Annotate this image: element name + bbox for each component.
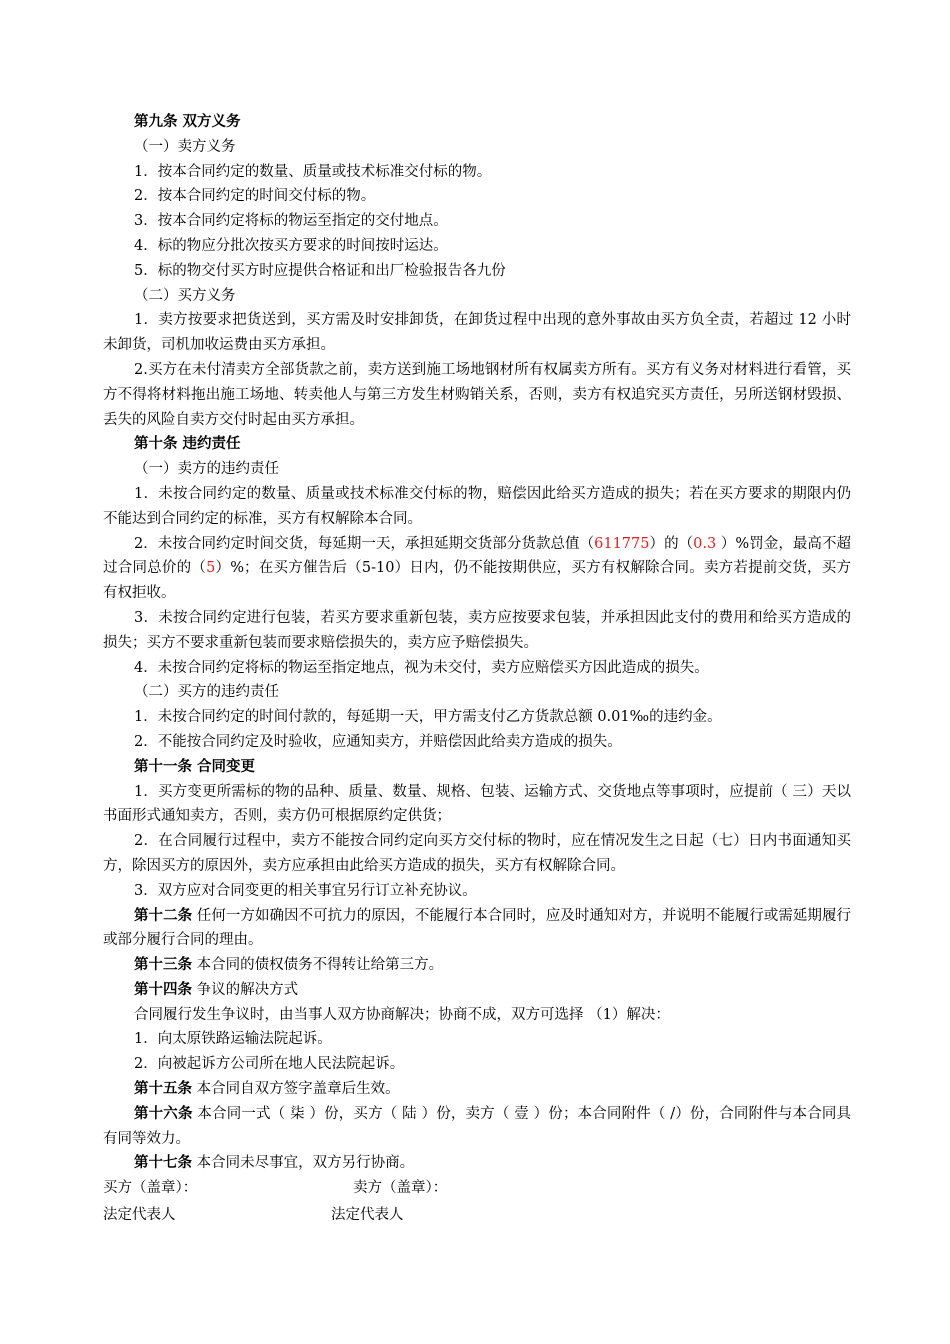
signature-rep-row bbox=[103, 1203, 851, 1228]
seller-obligation-item: 3．按本合同约定将标的物运至指定的交付地点。 bbox=[134, 213, 448, 230]
buyer-obligation-item: 2.买方在未付清卖方全部货款之前，卖方送到施工场地钢材所有权属卖方所有。买方有义务对材料进行看管，买方不得将材料拖出施工场地、转卖他人与第三方发生材购销关系，否则，卖方有权追究买方责任，另所送钢材毁损、丢失的风险自卖方交付时起由买方承担。 bbox=[103, 361, 851, 428]
penalty-cap: 5 bbox=[206, 560, 216, 577]
buyer-obligation-item: 1．卖方按要求把货送到，买方需及时安排卸货，在卸货过程中出现的意外事故由买方负全责，若超过 12 小时未卸货，司机加收运费由买方承担。 bbox=[103, 312, 851, 354]
article-9-heading: 第九条 双方义务 bbox=[134, 113, 241, 130]
article-label: 第十六条 bbox=[134, 1104, 193, 1122]
article-13 bbox=[103, 953, 851, 978]
article-text: 本合同的债权债务不得转让给第三方。 bbox=[192, 957, 444, 974]
article-text: 本合同自双方签字盖章后生效。 bbox=[192, 1081, 400, 1098]
seller-liability-title: （一）卖方的违约责任 bbox=[134, 461, 279, 478]
seller-obligation-item: 2．按本合同约定的时间交付标的物。 bbox=[134, 188, 376, 205]
article-11-heading: 第十一条 合同变更 bbox=[134, 757, 256, 775]
change-item: 3．双方应对合同变更的相关事宜另行订立补充协议。 bbox=[134, 882, 477, 899]
article-label: 第十四条 bbox=[134, 980, 192, 998]
article-17 bbox=[103, 1151, 851, 1176]
article-10-heading: 第十条 违约责任 bbox=[134, 435, 241, 453]
change-item: 2．在合同履行过程中，卖方不能按合同约定向买方交付标的物时，应在情况发生之日起（七）日内书面通知买方，除因买方的原因外，卖方应承担由此给买方造成的损失，买方有权解除合同。 bbox=[103, 833, 851, 874]
article-text: 本合同一式（ 柒 ）份，买方（ 陆 ）份，卖方（ 壹 ）份；本合同附件（ /）份，合同附件与本合同具有同等效力。 bbox=[103, 1105, 852, 1147]
buyer-obligations-title: （二）买方义务 bbox=[134, 287, 236, 304]
article-15 bbox=[103, 1077, 851, 1102]
dispute-option: 2．向被起诉方公司所在地人民法院起诉。 bbox=[134, 1056, 405, 1073]
dispute-intro: 合同履行发生争议时，由当事人双方协商解决；协商不成，双方可选择 （1）解决： bbox=[134, 1006, 670, 1023]
article-label: 第十五条 bbox=[134, 1080, 192, 1098]
article-text: 争议的解决方式 bbox=[192, 981, 299, 998]
buyer-representative-label: 法定代表人 bbox=[103, 1207, 176, 1224]
seller-representative-label: 法定代表人 bbox=[331, 1207, 404, 1224]
liability-text: ）%罚金，最高不超过合同总价的（ bbox=[103, 535, 852, 577]
article-12 bbox=[103, 904, 851, 954]
article-14 bbox=[103, 978, 851, 1003]
article-label: 第十三条 bbox=[134, 956, 192, 974]
liability-text: ）%；在买方催告后（5-10）日内，仍不能按期供应，买方有权解除合同。卖方若提前交货，买方有权拒收。 bbox=[103, 560, 851, 602]
dispute-option: 1．向太原铁路运输法院起诉。 bbox=[134, 1031, 332, 1048]
buyer-seal-label: 买方（盖章）： bbox=[103, 1180, 198, 1197]
article-label: 第十七条 bbox=[134, 1154, 192, 1172]
signature-seal-row bbox=[103, 1176, 851, 1201]
change-item: 1．买方变更所需标的物的品种、质量、数量、规格、包装、运输方式、交货地点等事项时，应提前（ 三）天以书面形式通知卖方，否则，卖方仍可根据原约定供货； bbox=[103, 783, 851, 825]
seller-liability-item: 4．未按合同约定将标的物运至指定地点，视为未交付，卖方应赔偿买方因此造成的损失。 bbox=[134, 659, 709, 676]
buyer-liability-item: 2．不能按合同约定及时验收，应通知卖方，并赔偿因此给卖方造成的损失。 bbox=[134, 733, 622, 750]
seller-seal-label: 卖方（盖章）： bbox=[353, 1180, 448, 1197]
seller-obligation-item: 4．标的物应分批次按买方要求的时间按时运达。 bbox=[134, 237, 448, 254]
seller-liability-item-2 bbox=[103, 532, 851, 606]
contract-page bbox=[103, 110, 851, 1228]
seller-obligation-item: 1．按本合同约定的数量、质量或技术标准交付标的物。 bbox=[134, 163, 492, 180]
article-16 bbox=[103, 1102, 851, 1152]
seller-obligation-item: 5．标的物交付买方时应提供合格证和出厂检验报告各九份 bbox=[134, 262, 506, 279]
article-text: 本合同未尽事宜，双方另行协商。 bbox=[192, 1155, 415, 1172]
buyer-liability-title: （二）买方的违约责任 bbox=[134, 684, 279, 701]
goods-value-amount: 611775 bbox=[594, 535, 650, 552]
buyer-liability-item: 1．未按合同约定的时间付款的，每延期一天，甲方需支付乙方货款总额 0.01‰的违约金。 bbox=[134, 709, 722, 726]
liability-text: 2．未按合同约定时间交货，每延期一天，承担延期交货部分货款总值（ bbox=[134, 535, 595, 552]
seller-obligations-title: （一）卖方义务 bbox=[134, 138, 236, 155]
seller-liability-item: 3．未按合同约定进行包装，若买方要求重新包装，卖方应按要求包装，并承担因此支付的费用和给买方造成的损失；买方不要求重新包装而要求赔偿损失的，卖方应予赔偿损失。 bbox=[103, 609, 851, 651]
penalty-rate: 0.3 bbox=[693, 535, 717, 552]
article-label: 第十二条 bbox=[134, 906, 193, 924]
liability-text: ）的（ bbox=[649, 535, 694, 552]
article-text: 任何一方如确因不可抗力的原因，不能履行本合同时，应及时通知对方，并说明不能履行或需延期履行或部分履行合同的理由。 bbox=[103, 907, 851, 949]
seller-liability-item: 1．未按合同约定的数量、质量或技术标准交付标的物，赔偿因此给买方造成的损失；若在买方要求的期限内仍不能达到合同约定的标准，买方有权解除本合同。 bbox=[103, 485, 851, 527]
